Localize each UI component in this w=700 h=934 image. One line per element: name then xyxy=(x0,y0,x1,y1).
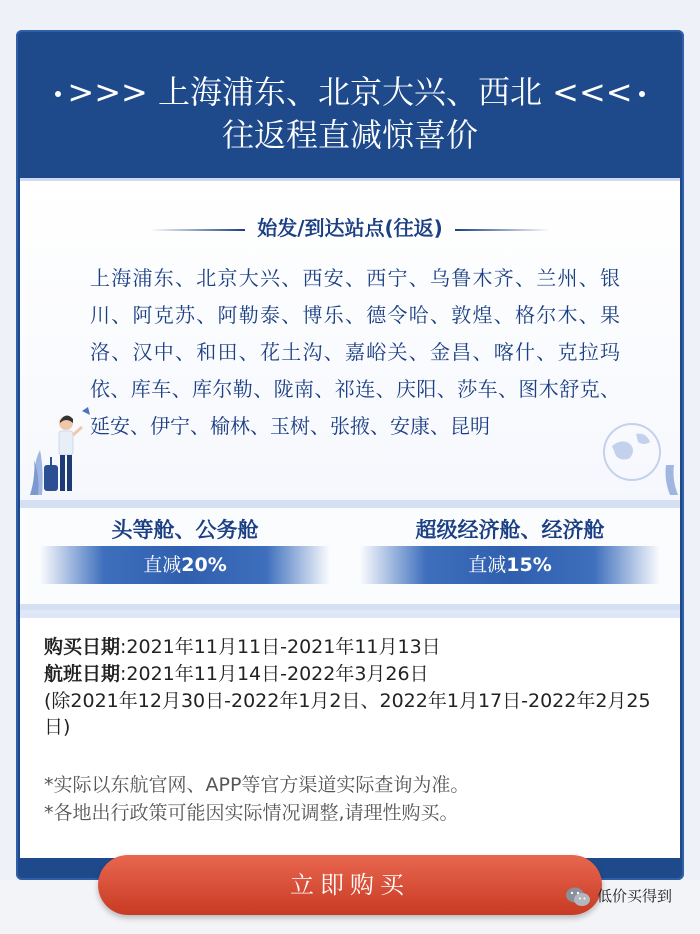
section-title-text: 始发/到达站点(往返) xyxy=(257,216,443,240)
watermark-text: 低价买得到 xyxy=(597,887,673,905)
headline-text: >>> 上海浦东、北京大兴、西北 <<< xyxy=(67,73,633,111)
purchase-date xyxy=(44,634,441,660)
discount-value: 20% xyxy=(181,554,227,576)
bullet-dot-icon xyxy=(55,91,61,97)
globe-illustration-icon xyxy=(600,410,680,495)
disclaimer-note: *各地出行政策可能因实际情况调整,请理性购买。 xyxy=(44,802,459,824)
bullet-dot-icon xyxy=(639,91,645,97)
buy-now-button[interactable]: 立即购买 xyxy=(98,855,602,915)
discount-prefix: 直减 xyxy=(468,554,507,576)
disclaimer-note: *实际以东航官网、APP等官方渠道实际查询为准。 xyxy=(44,774,470,796)
wechat-icon xyxy=(565,886,591,908)
discount-badge-economy xyxy=(360,546,660,584)
title-divider-left xyxy=(150,229,245,231)
promo-headline-line2: 往返程直减惊喜价 xyxy=(221,116,478,154)
discount-prefix: 直减 xyxy=(143,554,182,576)
promo-headline-line1 xyxy=(0,70,700,114)
discount-badge-first-business xyxy=(40,546,330,584)
cabin-label-first-business: 头等舱、公务舱 xyxy=(111,518,259,542)
stations-section-title xyxy=(0,212,700,241)
title-divider-right xyxy=(455,229,550,231)
discount-value: 15% xyxy=(506,554,552,576)
flight-date xyxy=(44,661,429,687)
flight-date-value: :2021年11月14日-2022年3月26日 xyxy=(120,663,429,685)
purchase-date-value: :2021年11月11日-2021年11月13日 xyxy=(120,636,441,658)
traveler-illustration-icon xyxy=(30,405,100,500)
flight-date-label: 航班日期 xyxy=(44,663,121,685)
cabin-label-economy: 超级经济舱、经济舱 xyxy=(415,518,605,542)
excluded-dates: (除2021年12月30日-2022年1月2日、2022年1月17日-2022年2月25日) xyxy=(44,690,651,738)
station-list: 上海浦东、北京大兴、西安、西宁、乌鲁木齐、兰州、银川、阿克苏、阿勒泰、博乐、德令哈、敦煌、格尔木、果洛、汉中、和田、花土沟、嘉峪关、金昌、喀什、克拉玛依、库车、库尔勒、陇南、祁连、庆阳、莎车、图木舒克、延安、伊宁、榆林、玉树、张掖、安康、昆明 xyxy=(90,266,620,438)
purchase-date-label: 购买日期 xyxy=(44,636,121,658)
wechat-watermark xyxy=(565,885,672,908)
